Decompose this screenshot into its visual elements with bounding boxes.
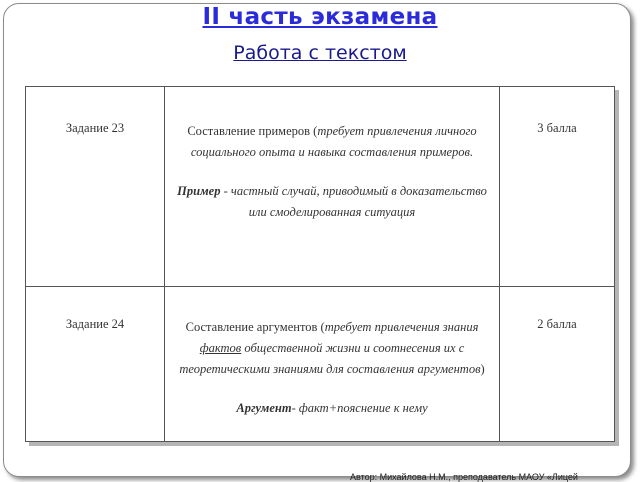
table-row [26, 287, 615, 442]
task-cell: Задание 23 [26, 87, 165, 287]
description-close: ) [480, 362, 485, 376]
description-italic: требует привлечения личного социального опыта и навыка составления примеров. [190, 124, 477, 159]
term-definition: - факт+пояснение к нему [291, 401, 428, 415]
tasks-table-container [25, 86, 615, 442]
term: Аргумент [236, 401, 292, 415]
slide-title: II часть экзамена [202, 4, 438, 30]
definition [173, 181, 491, 223]
table-row [26, 87, 615, 287]
description-cell [165, 287, 500, 442]
points-cell: 3 балла [500, 87, 615, 287]
author-footer: Автор: Михайлова Н.М., преподаватель МАОУ «Лицей [350, 472, 578, 482]
term: Пример [177, 184, 221, 198]
points-cell: 2 балла [500, 287, 615, 442]
term-definition: - частный случай, приводимый в доказательство или смоделированная ситуация [220, 184, 487, 219]
description-text: Составление примеров ( [187, 124, 318, 138]
definition [173, 398, 491, 419]
description-italic: общественной жизни и соотнесения их с теоретическими знаниями для составления аргументов [179, 341, 481, 376]
description-cell [165, 87, 500, 287]
description-underlined: фактов [199, 341, 242, 355]
tasks-table [25, 86, 615, 442]
task-cell: Задание 24 [26, 287, 165, 442]
description-italic: требует привлечения знания [324, 320, 479, 334]
slide-subtitle: Работа с текстом [233, 42, 407, 64]
description-text: Составление аргументов ( [185, 320, 325, 334]
